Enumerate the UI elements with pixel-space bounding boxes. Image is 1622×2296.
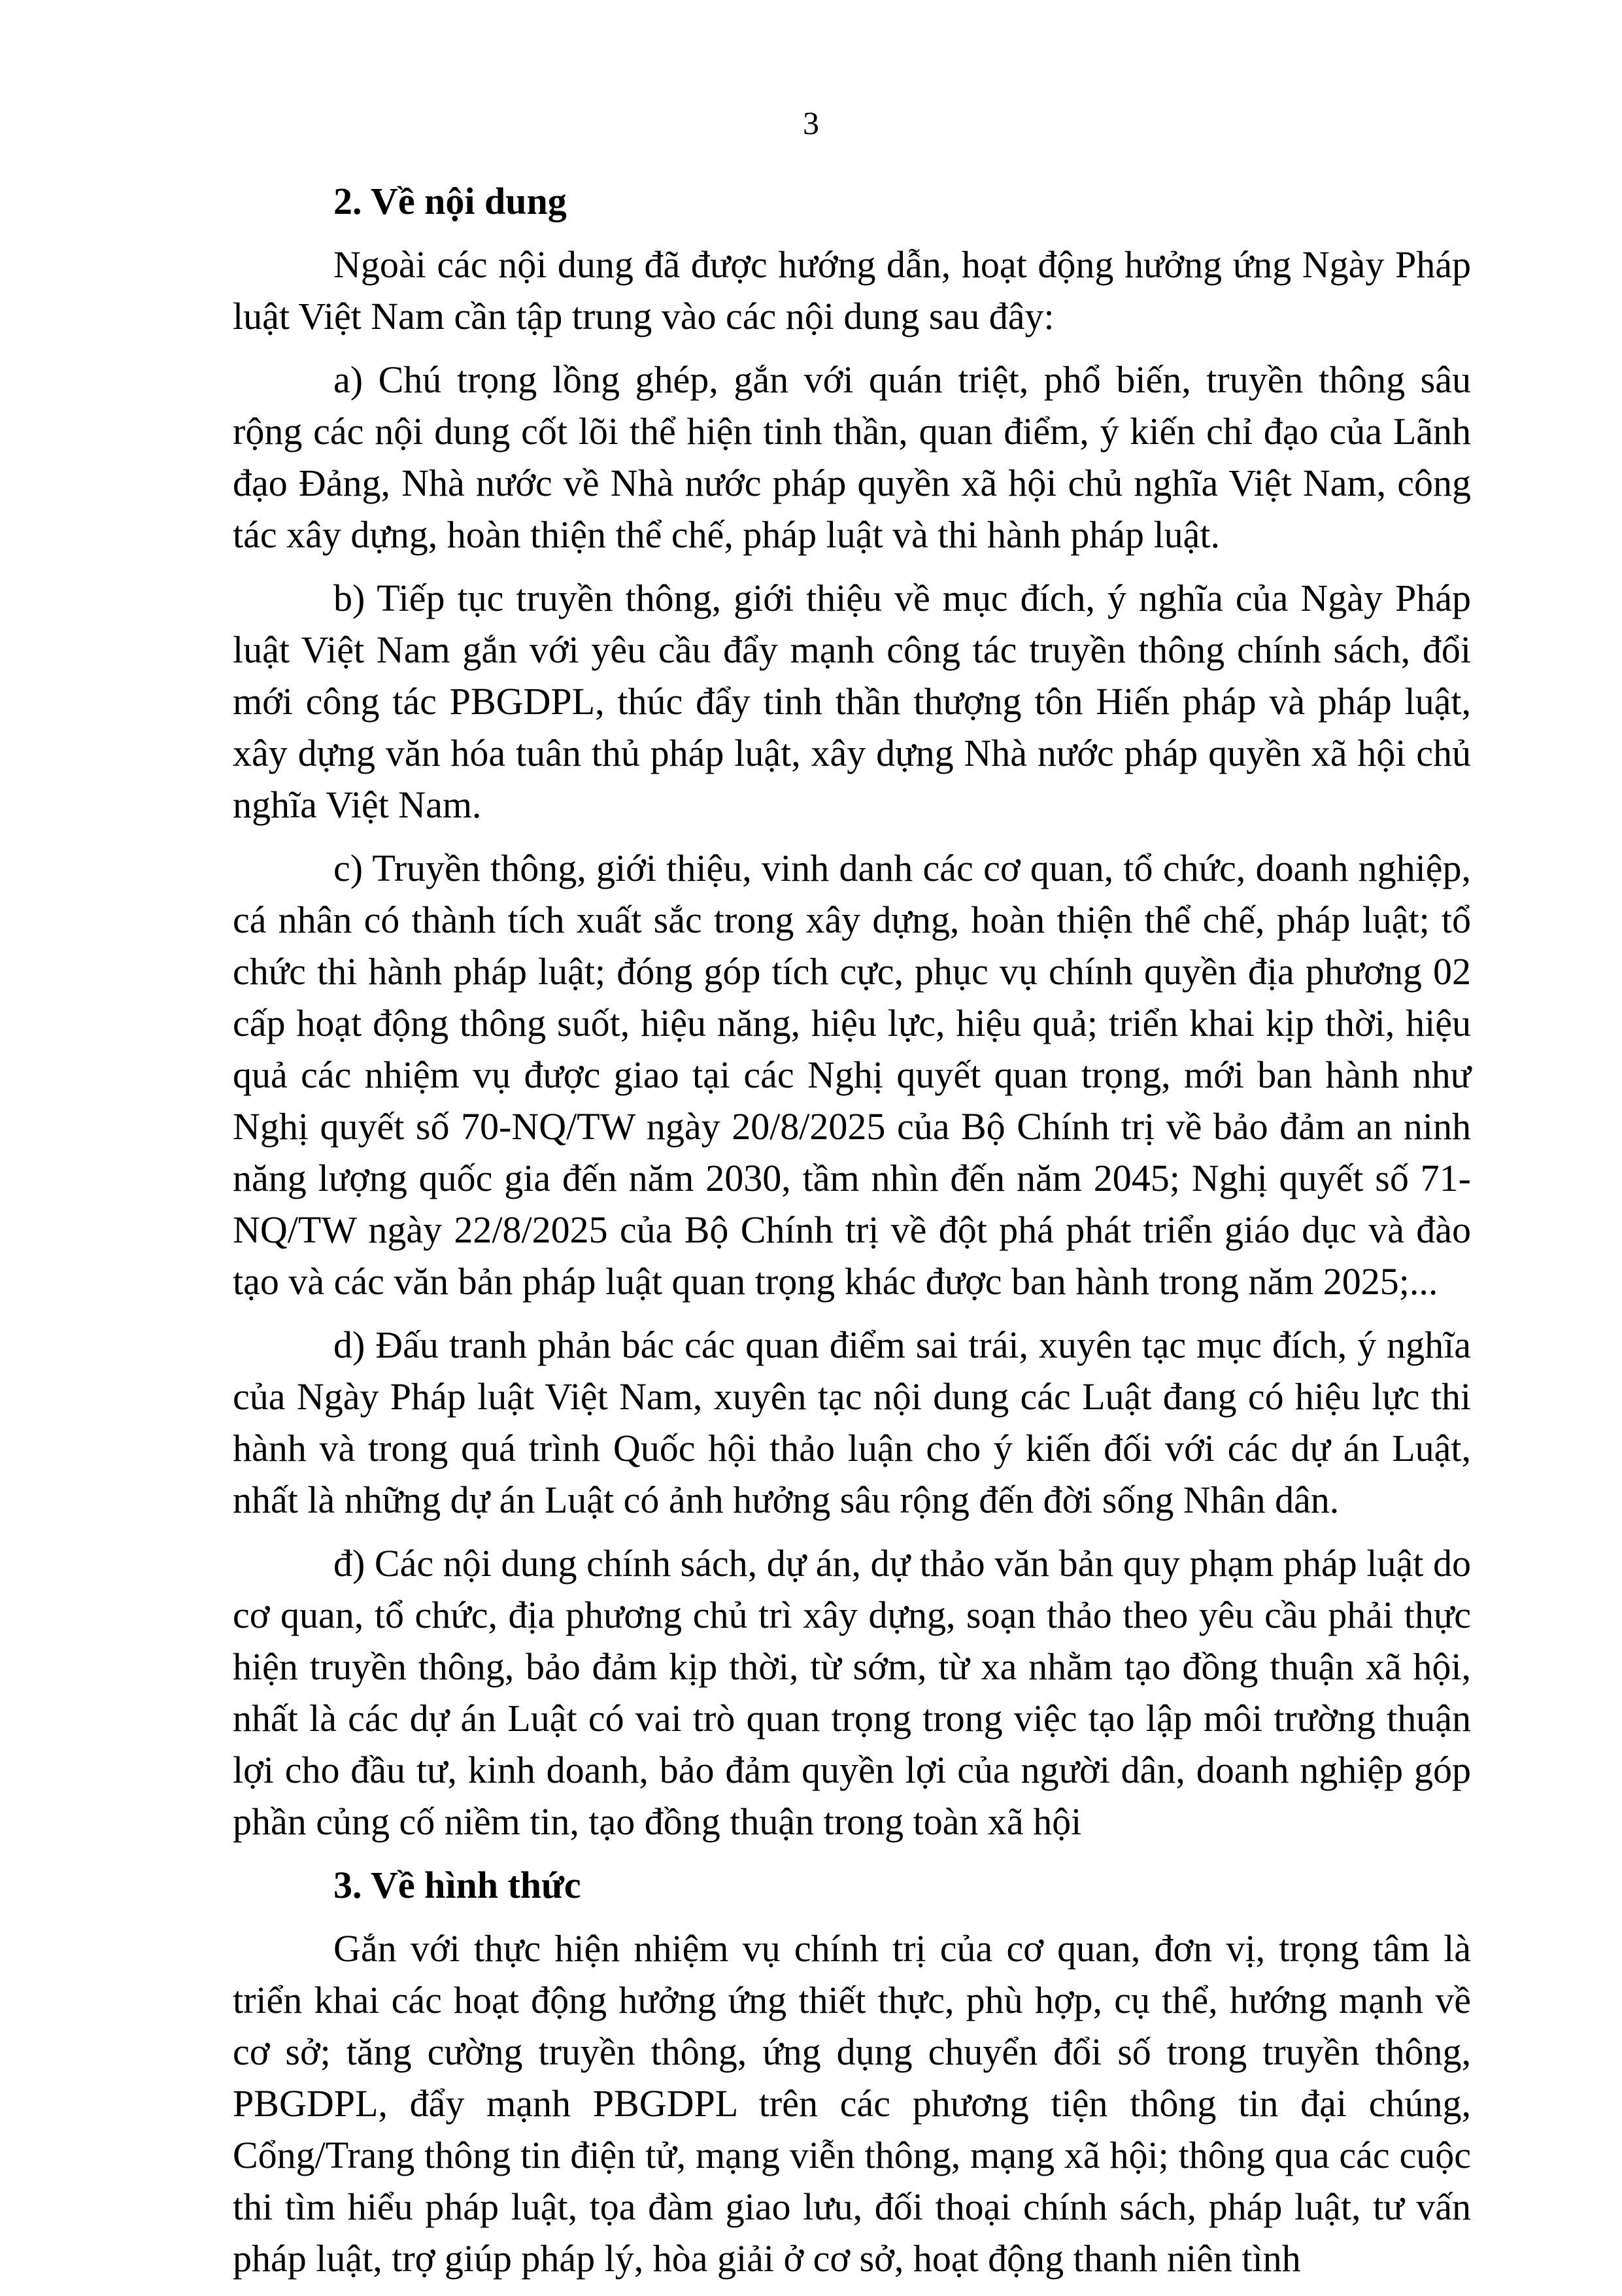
section-3-paragraph: Gắn với thực hiện nhiệm vụ chính trị của cơ quan, đơn vị, trọng tâm là triển khai các hoạt động hưởng ứng thiết thực, phù hợp, cụ thể, hướng mạnh về cơ sở; tăng cường truyền thông, ứng dụng chuyển đổi số trong truyền thông, PBGDPL, đẩy mạnh PBGDPL trên các phương tiện thông tin đại chúng, Cổng/Trang thông tin điện tử, mạng viễn thông, mạng xã hội; thông qua các cuộc thi tìm hiểu pháp luật, tọa đàm giao lưu, đối thoại chính sách, pháp luật, tư vấn pháp luật, trợ giúp pháp lý, hòa giải ở cơ sở, hoạt động thanh niên tình <box>233 1927 1471 2280</box>
page-number: 3 <box>803 105 819 141</box>
section-2-heading: 2. Về nội dung <box>333 180 567 222</box>
section-2-item-dd: đ) Các nội dung chính sách, dự án, dự thảo văn bản quy phạm pháp luật do cơ quan, tổ chức, địa phương chủ trì xây dựng, soạn thảo theo yêu cầu phải thực hiện truyền thông, bảo đảm kịp thời, từ sớm, từ xa nhằm tạo đồng thuận xã hội, nhất là các dự án Luật có vai trò quan trọng trong việc tạo lập môi trường thuận lợi cho đầu tư, kinh doanh, bảo đảm quyền lợi của người dân, doanh nghiệp góp phần củng cố niềm tin, tạo đồng thuận trong toàn xã hội <box>233 1542 1471 1843</box>
section-3-heading: 3. Về hình thức <box>333 1864 581 1906</box>
document-body <box>233 175 1471 2296</box>
section-2-intro: Ngoài các nội dung đã được hướng dẫn, hoạt động hưởng ứng Ngày Pháp luật Việt Nam cần tập trung vào các nội dung sau đây: <box>233 243 1471 337</box>
section-2-item-b: b) Tiếp tục truyền thông, giới thiệu về mục đích, ý nghĩa của Ngày Pháp luật Việt Nam gắn với yêu cầu đẩy mạnh công tác truyền thông chính sách, đổi mới công tác PBGDPL, thúc đẩy tinh thần thượng tôn Hiến pháp và pháp luật, xây dựng văn hóa tuân thủ pháp luật, xây dựng Nhà nước pháp quyền xã hội chủ nghĩa Việt Nam. <box>233 577 1471 826</box>
section-2-item-d: d) Đấu tranh phản bác các quan điểm sai trái, xuyên tạc mục đích, ý nghĩa của Ngày Pháp luật Việt Nam, xuyên tạc nội dung các Luật đang có hiệu lực thi hành và trong quá trình Quốc hội thảo luận cho ý kiến đối với các dự án Luật, nhất là những dự án Luật có ảnh hưởng sâu rộng đến đời sống Nhân dân. <box>233 1324 1471 1521</box>
section-2-item-c: c) Truyền thông, giới thiệu, vinh danh các cơ quan, tổ chức, doanh nghiệp, cá nhân có thành tích xuất sắc trong xây dựng, hoàn thiện thể chế, pháp luật; tổ chức thi hành pháp luật; đóng góp tích cực, phục vụ chính quyền địa phương 02 cấp hoạt động thông suốt, hiệu năng, hiệu lực, hiệu quả; triển khai kịp thời, hiệu quả các nhiệm vụ được giao tại các Nghị quyết quan trọng, mới ban hành như Nghị quyết số 70-NQ/TW ngày 20/8/2025 của Bộ Chính trị về bảo đảm an ninh năng lượng quốc gia đến năm 2030, tầm nhìn đến năm 2045; Nghị quyết số 71-NQ/TW ngày 22/8/2025 của Bộ Chính trị về đột phá phát triển giáo dục và đào tạo và các văn bản pháp luật quan trọng khác được ban hành trong năm 2025;... <box>233 847 1471 1303</box>
section-2-item-a: a) Chú trọng lồng ghép, gắn với quán triệt, phổ biến, truyền thông sâu rộng các nội dung cốt lõi thể hiện tinh thần, quan điểm, ý kiến chỉ đạo của Lãnh đạo Đảng, Nhà nước về Nhà nước pháp quyền xã hội chủ nghĩa Việt Nam, công tác xây dựng, hoàn thiện thể chế, pháp luật và thi hành pháp luật. <box>233 358 1471 556</box>
